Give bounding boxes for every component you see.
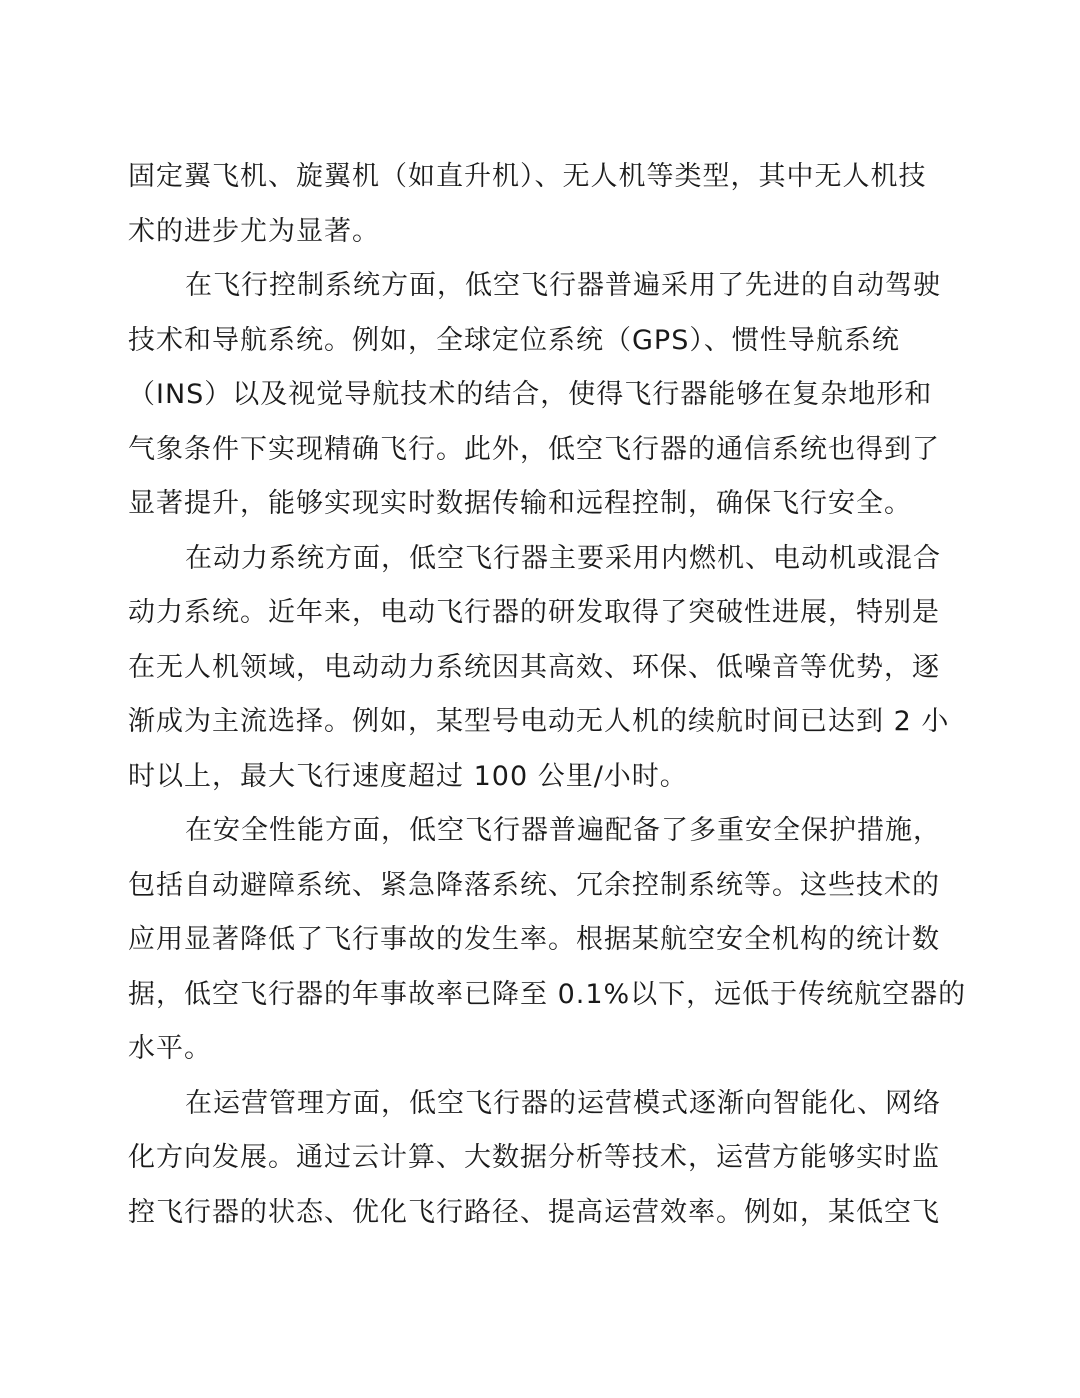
text-line: 术的进步尤为显著。 — [128, 215, 380, 247]
text-line: 据，低空飞行器的年事故率已降至 0.1%以下，远低于传统航空器的 — [128, 978, 967, 1010]
text-line-paragraph-start: 在运营管理方面，低空飞行器的运营模式逐渐向智能化、网络 — [185, 1087, 941, 1119]
text-line: 时以上，最大飞行速度超过 100 公里/小时。 — [128, 760, 688, 792]
text-line: 水平。 — [128, 1033, 212, 1064]
text-line: （INS）以及视觉导航技术的结合，使得飞行器能够在复杂地形和 — [128, 379, 933, 410]
text-line: 显著提升，能够实现实时数据传输和远程控制，确保飞行安全。 — [128, 488, 912, 519]
text-line: 动力系统。近年来，电动飞行器的研发取得了突破性进展，特别是 — [128, 597, 940, 628]
text-line-paragraph-start: 在动力系统方面，低空飞行器主要采用内燃机、电动机或混合 — [185, 542, 941, 574]
document-body — [128, 150, 967, 1240]
text-line: 固定翼飞机、旋翼机（如直升机）、无人机等类型，其中无人机技 — [128, 161, 927, 192]
text-line: 化方向发展。通过云计算、大数据分析等技术，运营方能够实时监 — [128, 1142, 940, 1173]
text-line: 技术和导航系统。例如，全球定位系统（GPS）、惯性导航系统 — [128, 324, 900, 356]
text-line: 在无人机领域，电动动力系统因其高效、环保、低噪音等优势，逐 — [128, 651, 940, 683]
text-line: 控飞行器的状态、优化飞行路径、提高运营效率。例如，某低空飞 — [128, 1196, 940, 1228]
text-line: 气象条件下实现精确飞行。此外，低空飞行器的通信系统也得到了 — [128, 433, 940, 465]
text-line: 渐成为主流选择。例如，某型号电动无人机的续航时间已达到 2 小 — [128, 706, 950, 737]
text-line-paragraph-start: 在飞行控制系统方面，低空飞行器普遍采用了先进的自动驾驶 — [185, 270, 941, 301]
text-line: 应用显著降低了飞行事故的发生率。根据某航空安全机构的统计数 — [128, 924, 940, 955]
text-line: 包括自动避障系统、紧急降落系统、冗余控制系统等。这些技术的 — [128, 869, 940, 901]
text-line-paragraph-start: 在安全性能方面，低空飞行器普遍配备了多重安全保护措施， — [185, 815, 941, 846]
